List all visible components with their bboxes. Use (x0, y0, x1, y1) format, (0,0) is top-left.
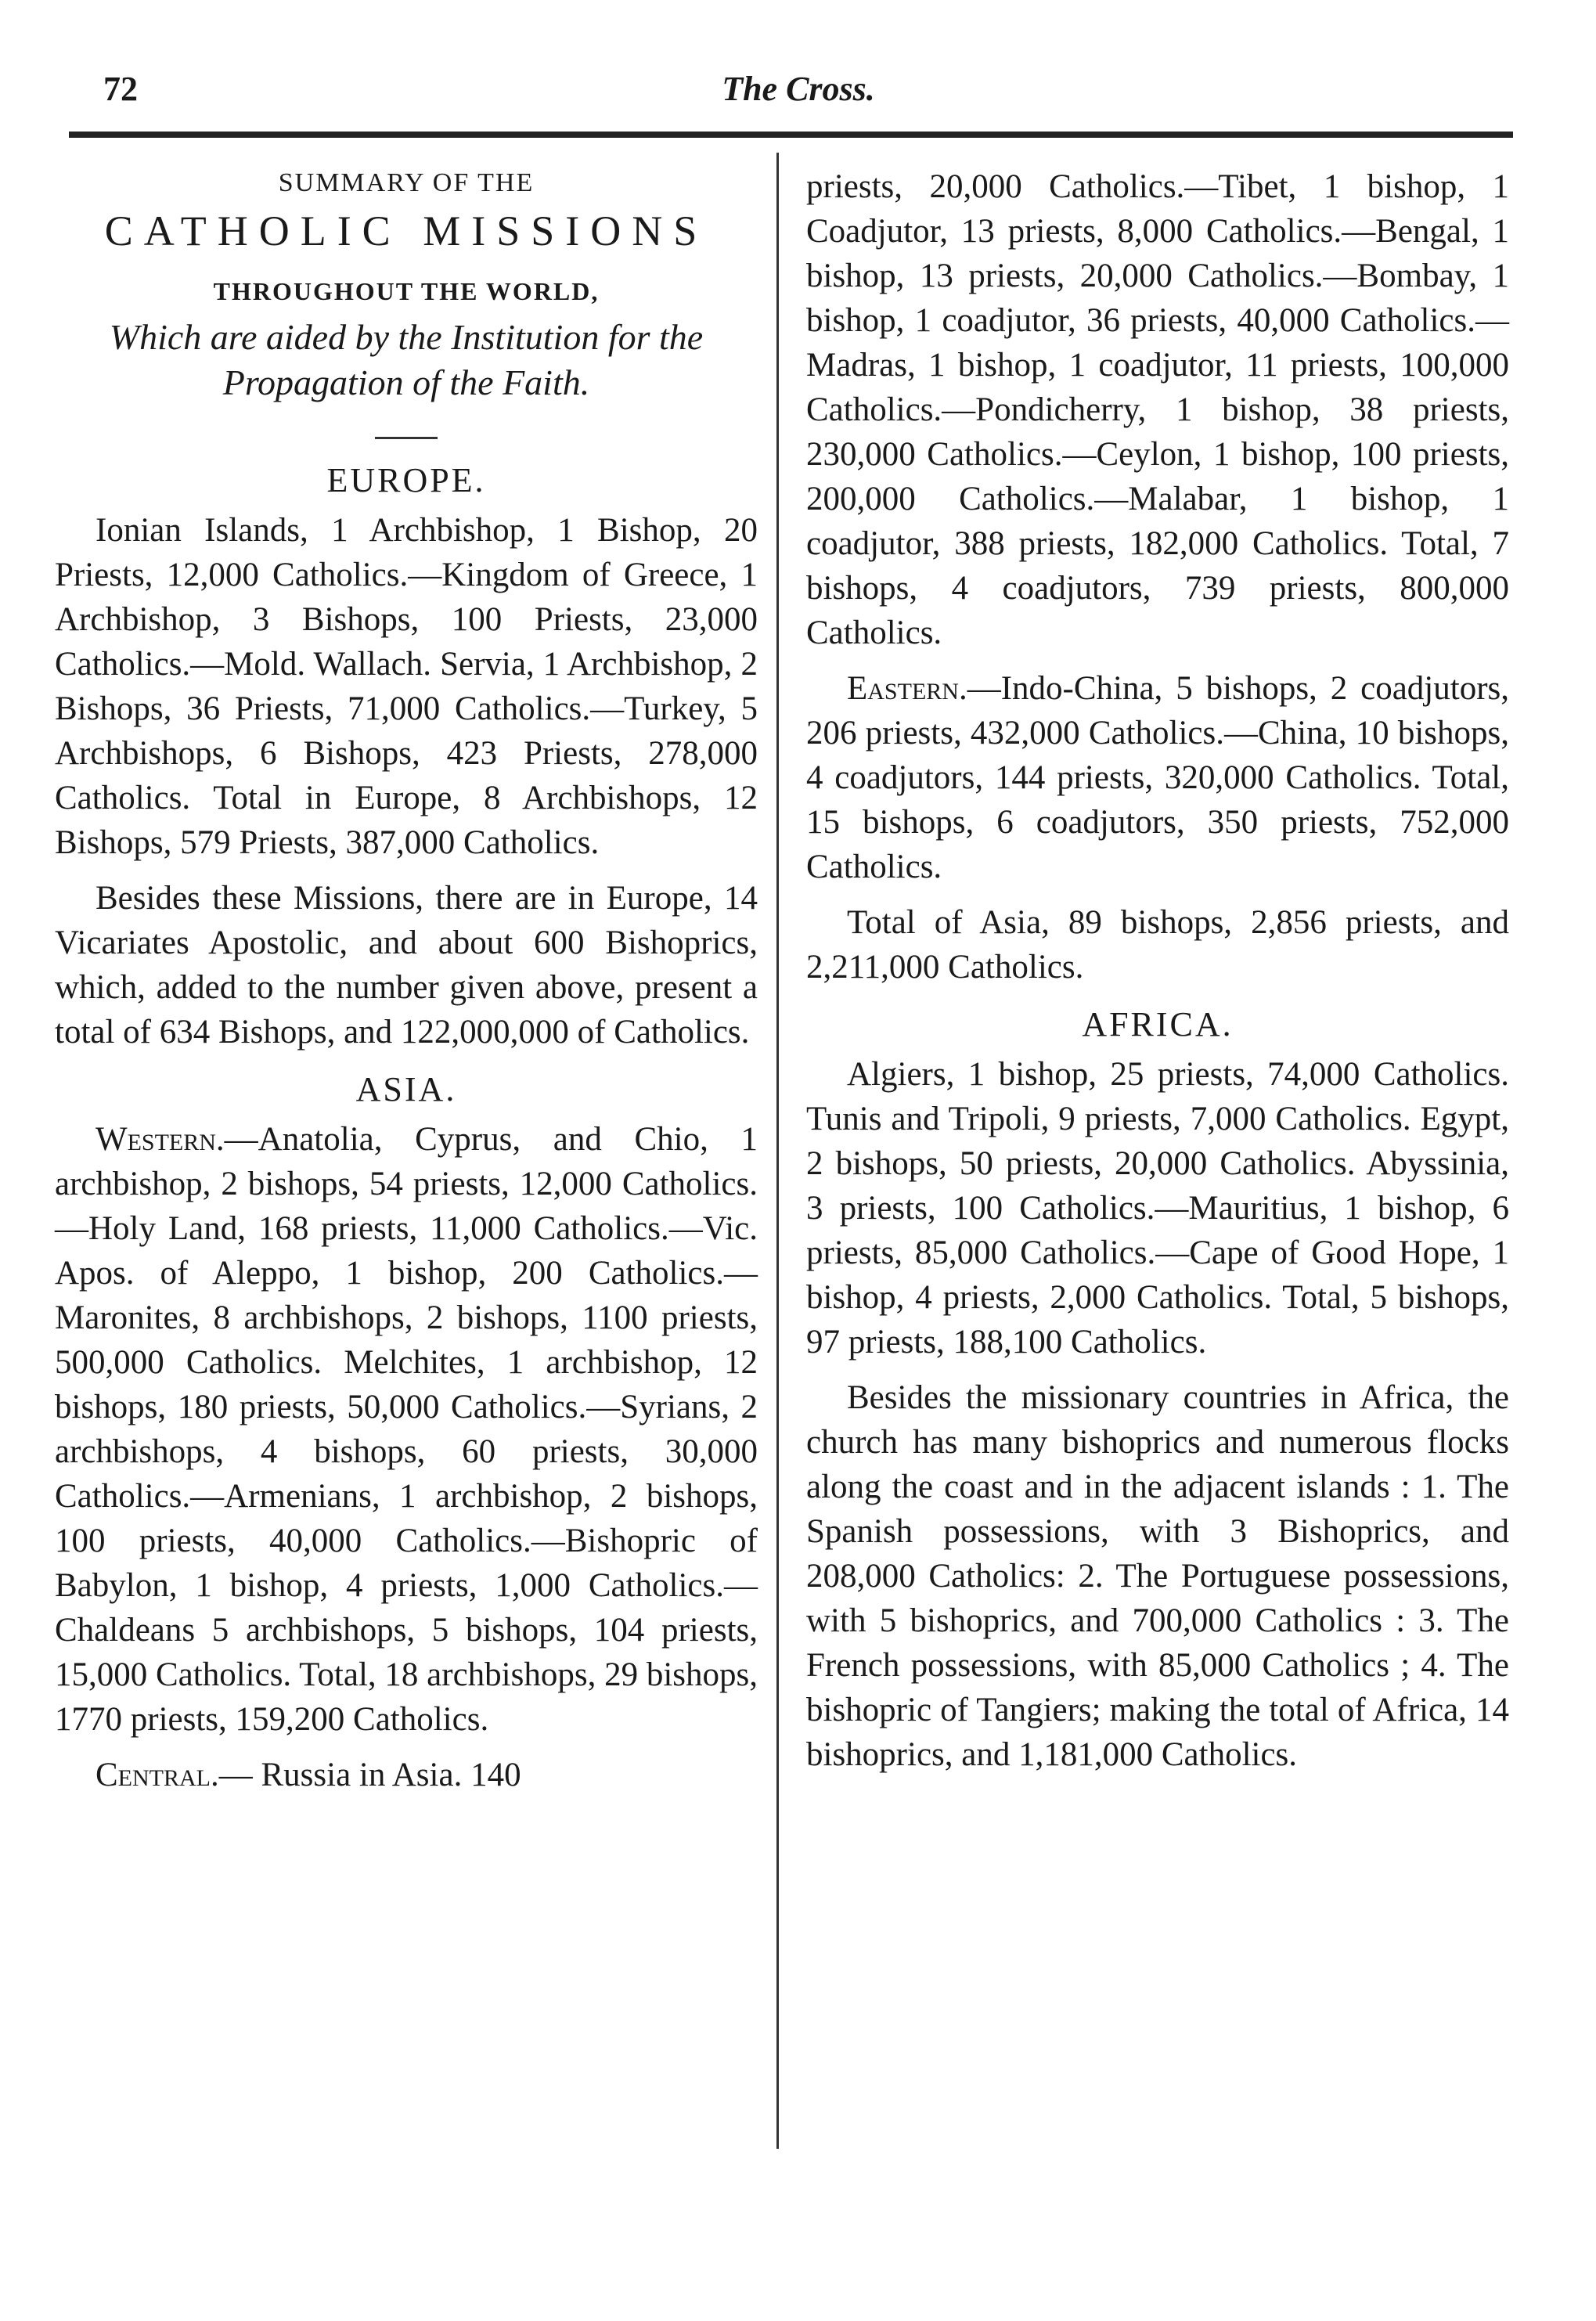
label-western: Western. (95, 1121, 225, 1158)
header-rule (69, 132, 1513, 138)
paragraph-africa-missions: Algiers, 1 bishop, 25 priests, 74,000 Catholics. Tunis and Tripoli, 9 priests, 7,000 Catholics. Egypt, 2 bishops, 50 priests, 20,000 Catholics. Abyssinia, 3 priests, 100 Catholics.—Mauritius, 1 bishop, 6 priests, 85,000 Catholics.—Cape of Good Hope, 1 bishop, 4 priests, 2,000 Catholics. Total, 5 bishops, 97 priests, 188,100 Catholics. (806, 1056, 1509, 1361)
paragraph-asia-central (55, 1753, 758, 1797)
paragraph-asia-total: Total of Asia, 89 bishops, 2,856 priests, and 2,211,000 Catholics. (806, 904, 1509, 986)
paragraph-africa-possessions: Besides the missionary countries in Africa, the church has many bishoprics and numerous flocks along the coast and in the adjacent islands : 1. The Spanish possessions, with 3 Bishoprics, and 208,000 Catholics: 2. The Portuguese possessions, with 5 bishoprics, and 700,000 Catholics : 3. The French possessions, with 85,000 Catholics ; 4. The bishopric of Tangiers; making the total of Africa, 14 bishoprics, and 1,181,000 Catholics. (806, 1379, 1509, 1773)
heading-subtitle: Which are aided by the Institution for the Propagation of the Faith. (109, 317, 704, 402)
text-eastern: —Indo-China, 5 bishops, 2 coadjutors, 206 priests, 432,000 Catholics.—China, 10 bishops, 4 coadjutors, 144 priests, 320,000 Catholics. Total, 15 bishops, 6 coadjutors, 350 priests, 752,000 Catholics. (806, 670, 1509, 885)
heading-throughout: THROUGHOUT THE WORLD, (213, 277, 600, 305)
section-divider (375, 437, 438, 439)
paragraph-europe-bishoprics: Besides these Missions, there are in Europe, 14 Vicariates Apostolic, and about 600 Bishoprics, which, added to the number given above, present a total of 634 Bishops, and 122,000,000 of Catholics. (55, 880, 758, 1051)
paragraph-central-continued: priests, 20,000 Catholics.—Tibet, 1 bishop, 1 Coadjutor, 13 priests, 8,000 Catholics.—Bengal, 1 bishop, 13 priests, 20,000 Catholics.—Bombay, 1 bishop, 1 coadjutor, 36 priests, 40,000 Catholics.—Madras, 1 bishop, 1 coadjutor, 11 priests, 100,000 Catholics.—Pondicherry, 1 bishop, 38 priests, 230,000 Catholics.—Ceylon, 1 bishop, 100 priests, 200,000 Catholics.—Malabar, 1 bishop, 1 coadjutor, 388 priests, 182,000 Catholics. Total, 7 bishops, 4 coadjutors, 739 priests, 800,000 Catholics. (806, 168, 1509, 651)
left-column (55, 164, 758, 1808)
right-column (806, 164, 1509, 1788)
paragraph-asia-western (55, 1117, 758, 1742)
label-eastern: Eastern. (847, 670, 967, 707)
text-western: —Anatolia, Cyprus, and Chio, 1 archbishop, 2 bishops, 54 priests, 12,000 Catholics.—Holy Land, 168 priests, 11,000 Catholics.—Vic. Apos. of Aleppo, 1 bishop, 200 Catholics.—Maronites, 8 archbishops, 2 bishops, 1100 priests, 500,000 Catholics. Melchites, 1 archbishop, 12 bishops, 180 priests, 50,000 Catholics.—Syrians, 2 archbishops, 4 bishops, 60 priests, 30,000 Catholics.—Armenians, 1 archbishop, 2 bishops, 100 priests, 40,000 Catholics.—Bishopric of Babylon, 1 bishop, 4 priests, 1,000 Catholics.—Chaldeans 5 archbishops, 5 bishops, 104 priests, 15,000 Catholics. Total, 18 archbishops, 29 bishops, 1770 priests, 159,200 Catholics. (55, 1121, 758, 1738)
section-heading-africa: AFRICA. (1082, 1005, 1234, 1043)
label-central: Central. (95, 1757, 219, 1793)
heading-summary: SUMMARY OF THE (278, 168, 535, 197)
paragraph-asia-eastern (806, 666, 1509, 889)
section-heading-asia: ASIA. (355, 1070, 457, 1108)
text-central: — Russia in Asia. 140 (218, 1757, 521, 1793)
heading-title: CATHOLIC MISSIONS (104, 207, 708, 254)
page-header (94, 69, 1503, 124)
page-number: 72 (103, 70, 138, 108)
running-title: The Cross. (722, 70, 875, 108)
column-divider (776, 153, 779, 2149)
section-heading-europe: EUROPE. (326, 461, 486, 499)
paragraph-europe-missions: Ionian Islands, 1 Archbishop, 1 Bishop, 20 Priests, 12,000 Catholics.—Kingdom of Greece, 1 Archbishop, 3 Bishops, 100 Priests, 23,000 Catholics.—Mold. Wallach. Servia, 1 Archbishop, 2 Bishops, 36 Priests, 71,000 Catholics.—Turkey, 5 Archbishops, 6 Bishops, 423 Priests, 278,000 Catholics. Total in Europe, 8 Archbishops, 12 Bishops, 579 Priests, 387,000 Catholics. (55, 512, 758, 861)
